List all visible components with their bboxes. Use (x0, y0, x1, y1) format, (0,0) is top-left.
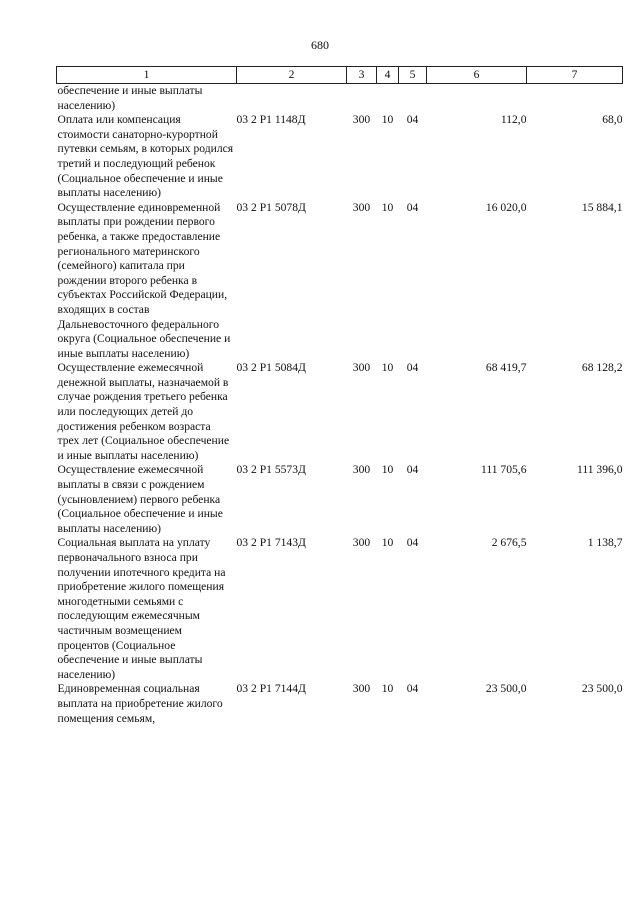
row-name: Осуществление ежемесячной выплаты в связи с рождением (усыновлением) первого ребенка (Социальное обеспечение и иные выплаты населению) (57, 463, 223, 535)
table-row (57, 536, 623, 682)
row-value-6: 112,0 (500, 113, 527, 127)
column-header: 5 (399, 67, 427, 84)
row-col3: 300 (352, 536, 371, 550)
row-col3: 300 (352, 463, 371, 477)
row-col5: 04 (406, 682, 419, 696)
table-row (57, 361, 623, 463)
row-name: обеспечение и иные выплаты населению) (57, 84, 203, 112)
row-value-7: 23 500,0 (581, 682, 623, 696)
row-col4: 10 (381, 113, 394, 127)
row-col3: 300 (352, 113, 371, 127)
row-code: 03 2 Р1 5573Д (236, 463, 306, 477)
row-name: Оплата или компенсация стоимости санаторно-курортной путевки семьям, в которых родился третий и последующий ребенок (Социальное обеспечение и иные выплаты населению) (57, 113, 234, 200)
row-value-7: 1 138,7 (587, 536, 623, 550)
column-header: 3 (347, 67, 377, 84)
column-header: 1 (57, 67, 237, 84)
row-col5: 04 (406, 361, 419, 375)
row-code: 03 2 Р1 5078Д (236, 200, 306, 214)
row-col3: 300 (352, 682, 371, 696)
row-value-6: 68 419,7 (485, 361, 527, 375)
row-col4: 10 (381, 682, 394, 696)
row-code: 03 2 Р1 5084Д (236, 361, 306, 375)
row-col5: 04 (406, 536, 419, 550)
column-header: 4 (377, 67, 399, 84)
row-value-6: 16 020,0 (485, 200, 527, 214)
column-header: 6 (427, 67, 527, 84)
row-value-6: 23 500,0 (485, 682, 527, 696)
table-row-continuation (57, 84, 623, 114)
column-header: 2 (237, 67, 347, 84)
page-number: 680 (311, 38, 329, 52)
table-row (57, 682, 623, 726)
row-col4: 10 (381, 361, 394, 375)
table-row (57, 463, 623, 536)
row-value-7: 68,0 (602, 113, 623, 127)
row-code: 03 2 Р1 7143Д (236, 536, 306, 550)
row-col5: 04 (406, 113, 419, 127)
row-name: Осуществление ежемесячной денежной выплаты, назначаемой в случае рождения третьего ребенка или последующих детей до достижения ребенком возраста трех лет (Социальное обеспечение и иные выплаты населению) (57, 361, 230, 462)
row-value-7: 111 396,0 (576, 463, 623, 477)
row-value-6: 111 705,6 (480, 463, 527, 477)
table-header-row (57, 67, 623, 84)
row-col5: 04 (406, 200, 419, 214)
row-value-7: 15 884,1 (581, 200, 623, 214)
row-col5: 04 (406, 463, 419, 477)
table-row (57, 113, 623, 201)
row-col4: 10 (381, 200, 394, 214)
row-col3: 300 (352, 361, 371, 375)
row-name: Единовременная социальная выплата на приобретение жилого помещения семьям, (57, 682, 223, 725)
budget-table (56, 66, 623, 726)
row-value-6: 2 676,5 (491, 536, 527, 550)
row-name: Социальная выплата на уплату первоначального взноса при получении ипотечного кредита на приобретение жилого помещения многодетными семьями с последующим ежемесячным частичным возмещением процентов (Социальное обеспечение и иные выплаты населению) (57, 536, 226, 681)
row-col3: 300 (352, 200, 371, 214)
row-col4: 10 (381, 463, 394, 477)
row-col4: 10 (381, 536, 394, 550)
row-value-7: 68 128,2 (581, 361, 623, 375)
row-name: Осуществление единовременной выплаты при рождении первого ребенка, а также предоставление регионального материнского (семейного) капитала при рождении второго ребенка в субъектах Российской Федерации, входящих в состав Дальневосточного федерального округа (Социальное обеспечение и иные выплаты населению) (57, 200, 231, 360)
row-code: 03 2 Р1 1148Д (236, 113, 306, 127)
column-header: 7 (527, 67, 623, 84)
row-code: 03 2 Р1 7144Д (236, 682, 306, 696)
table-row (57, 201, 623, 362)
